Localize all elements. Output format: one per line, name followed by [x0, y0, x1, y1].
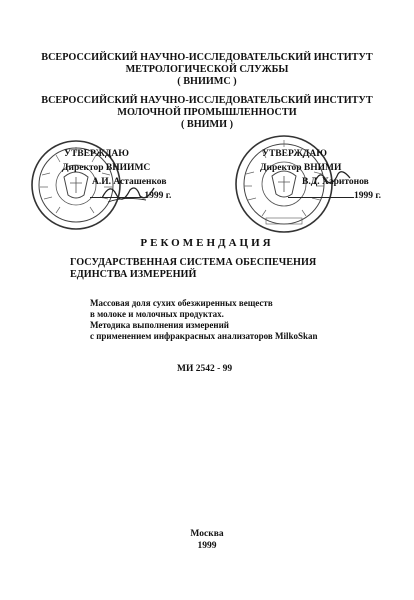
system-title: ГОСУДАРСТВЕННАЯ СИСТЕМА ОБЕСПЕЧЕНИЯ ЕДИНСТВА ИЗМЕРЕНИЙ: [70, 257, 317, 280]
document-description: [90, 298, 350, 342]
institute-line: МЕТРОЛОГИЧЕСКОЙ СЛУЖБЫ: [125, 64, 289, 75]
institute-line: ( ВНИИМС ): [177, 76, 237, 87]
approval-word: УТВЕРЖДАЮ: [262, 149, 327, 159]
approval-year: 1999 г.: [354, 191, 381, 201]
footer-city: Москва: [190, 529, 224, 539]
description-line: Методика выполнения измерений: [90, 320, 229, 330]
institute-block-vnimi: [0, 95, 414, 131]
description-line: в молоке и молочных продуктах.: [90, 309, 224, 319]
description-line: с применением инфракрасных анализаторов MilkoSkan: [90, 331, 318, 341]
signature-right: [312, 166, 352, 190]
footer-year: 1999: [197, 541, 217, 551]
approval-name: В.Д. Харитонов: [302, 177, 369, 187]
description-line: Массовая доля сухих обезжиренных веществ: [90, 298, 273, 308]
document-number: МИ 2542 - 99: [177, 364, 233, 374]
document-heading: РЕКОМЕНДАЦИЯ: [140, 237, 274, 249]
approval-name: А.И. Асташенков: [92, 177, 167, 187]
signature-left: [100, 178, 156, 206]
institute-line: ВСЕРОССИЙСКИЙ НАУЧНО-ИССЛЕДОВАТЕЛЬСКИЙ ИНСТИТУТ: [41, 95, 373, 106]
institute-line: МОЛОЧНОЙ ПРОМЫШЛЕННОСТИ: [117, 107, 297, 118]
approval-word: УТВЕРЖДАЮ: [64, 149, 129, 159]
approval-title: Директор ВНИМИ: [260, 163, 342, 173]
footer: [0, 528, 414, 552]
institute-line: ВСЕРОССИЙСКИЙ НАУЧНО-ИССЛЕДОВАТЕЛЬСКИЙ ИНСТИТУТ: [41, 52, 373, 63]
approval-title: Директор ВНИИМС: [62, 163, 151, 173]
institute-block-vniims: [0, 52, 414, 88]
approval-year: 1999 г.: [144, 191, 172, 201]
institute-line: ( ВНИМИ ): [180, 119, 234, 130]
